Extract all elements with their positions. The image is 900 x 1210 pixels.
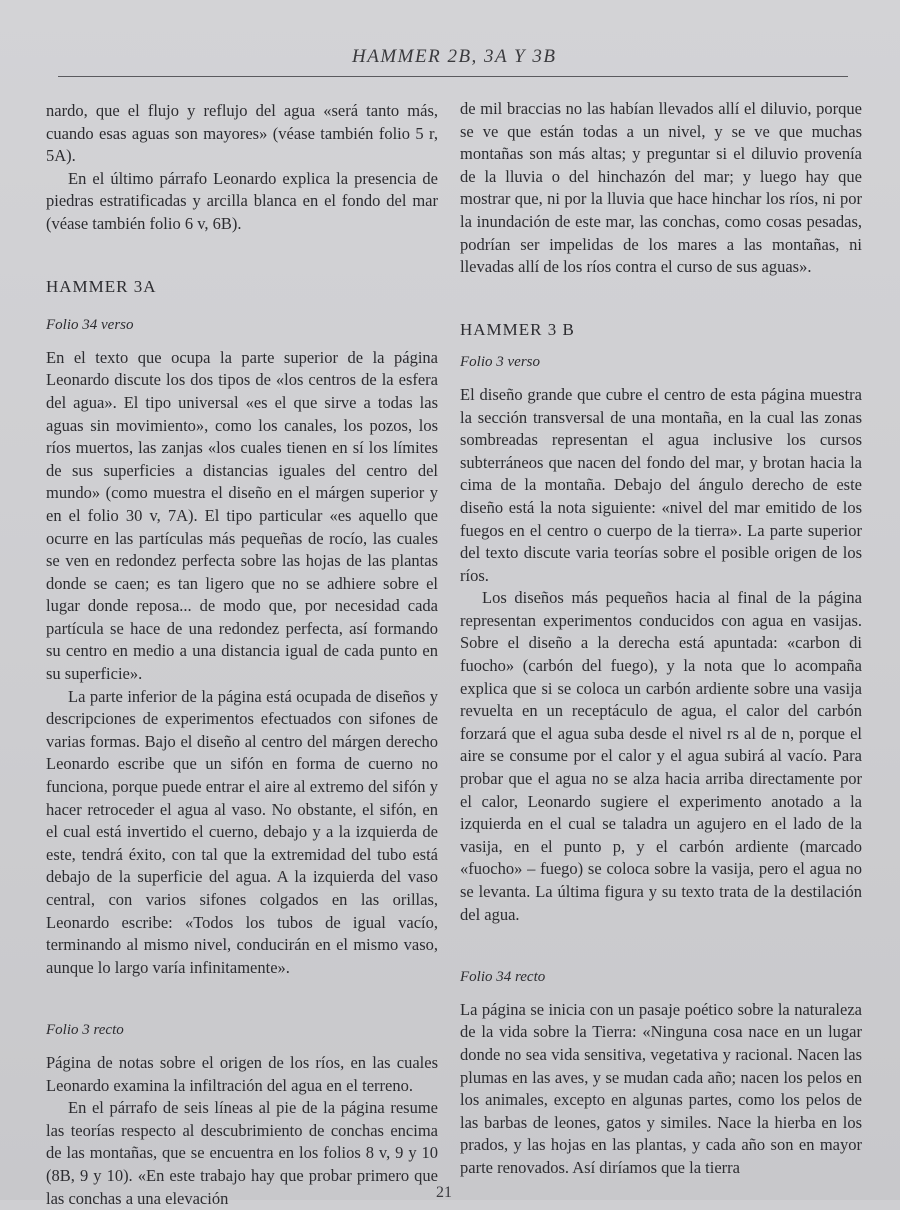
section-title-hammer-3b: HAMMER 3 B <box>460 319 575 339</box>
header-rule <box>58 76 848 77</box>
left-intro-paragraph-1: nardo, que el flujo y reflujo del agua «será tanto más, cuando esas aguas son mayores» (véase también folio 5 r, 5A). <box>46 101 438 166</box>
folio-3-recto-paragraph-2: En el párrafo de seis líneas al pie de la página resume las teorías respecto al descubrimiento de conchas encima de las montañas, que se encuentra en los folios 8 v, 9 y 10 (8B, 9 y 10). «En este trabajo hay que probar primero que las conchas a una elevación <box>46 1098 438 1208</box>
folio-3-verso-paragraph-2: Los diseños más pequeños hacia al final de la página representan experimentos conducidos con agua en vasijas. Sobre el diseño a la derecha está apuntada: «carbon di fuocho» (carbón del fuego), y la nota que lo acompaña explica que si se coloca un carbón ardiente sobre una vasija revuelta en un receptáculo de agua, el calor del carbón forzará que el agua suba desde el nivel rs al de n, porque el aire se consume por el calor y el agua subirá al vacío. Para probar que el agua no se alza hacia arriba directamente por el calor, Leonardo sugiere el experimento anotado a la izquierda en el cual se taladra un agujero en el lado de la vasija, en el punto p, y el carbón ardiente (marcado «fuocho» – fuego) se coloca sobre la vasija, pero el agua no se levanta. La última figura y su texto trata de la destilación del agua. <box>460 588 862 924</box>
running-head: HAMMER 2B, 3A Y 3B <box>352 46 557 67</box>
folio-34-verso-heading: Folio 34 verso <box>46 317 134 334</box>
folio-3-recto-heading: Folio 3 recto <box>46 1022 124 1039</box>
page-number: 21 <box>436 1184 452 1201</box>
folio-34-verso-paragraph-1: En el texto que ocupa la parte superior de la página Leonardo discute los dos tipos de «los centros de la esfera del agua». El tipo universal «es el que sirve a todas las aguas sin movimiento», como los canales, los pozos, los ríos muertos, las zanjas «los cuales tienen en sí los límites de sus superficies a distancias iguales del centro del mundo» (como muestra el diseño en el márgen superior y en el folio 30 v, 7A). El tipo particular «es aquello que ocurre en las partículas más pequeñas de rocío, las cuales se ven en redondez perfecta sobre las hojas de las plantas donde se caen; es tan ligero que no se adhiere sobre el lugar donde reposa... de modo que, por necesidad cada partícula se hace de una redondez perfecta, así formando su centro en medio a una distancia igual de cada punto en su superficie». <box>46 347 438 684</box>
folio-3-verso-heading: Folio 3 verso <box>460 354 540 371</box>
folio-3-verso-paragraph-1: El diseño grande que cubre el centro de esta página muestra la sección transversal de una montaña, en la cual las zonas sombreadas representan el agua inclusive los cursos subterráneos que nacen del fondo del mar, y brotan hacia la cima de la montaña. Debajo del ángulo derecho de este diseño está la nota siguiente: «nivel del mar emitido de los fuegos en el centro o cuerpo de la tierra». La parte superior del texto discute varia teorías sobre el posible origen de los ríos. <box>460 384 862 585</box>
left-intro-paragraph-2: En el último párrafo Leonardo explica la presencia de piedras estratificadas y arcilla blanca en el fondo del mar (véase también folio 6 v, 6B). <box>46 168 438 233</box>
folio-34-recto-heading: Folio 34 recto <box>460 969 546 986</box>
folio-3-recto-paragraph-1: Página de notas sobre el origen de los ríos, en las cuales Leonardo examina la infiltración del agua en el terreno. <box>46 1052 438 1095</box>
left-column <box>46 100 438 1210</box>
folio-34-verso-paragraph-2: La parte inferior de la página está ocupada de diseños y descripciones de experimentos efectuados con sifones de varias formas. Bajo el diseño al centro del márgen derecho Leonardo escribe que un sifón en forma de cuerno no funciona, porque puede entrar el aire al extremo del sifón y hacer retroceder el agua al vaso. No obstante, el sifón, en el cual está invertido el cuerno, debajo y a la izquierda de este, tendrá éxito, con tal que la extremidad del tubo está debajo de la superficie del agua. A la izquierda del vaso central, con varios sifones colgados en las orillas, Leonardo escribe: «Todos los tubos de igual vacío, terminando al mismo nivel, conducirán en el mismo vaso, aunque lo largo varía infinitamente». <box>46 686 438 977</box>
section-title-hammer-3a: HAMMER 3A <box>46 276 157 296</box>
right-column <box>460 98 862 1180</box>
folio-34-recto-paragraph-1: La página se inicia con un pasaje poético sobre la naturaleza de la vida sobre la Tierra: «Ninguna cosa nace en un lugar donde no sea vida sensitiva, vegetativa y racional. Nacen las plumas en las aves, y se mudan cada año; nacen los pelos en los animales, excepto en algunas partes, como los pelos de las barbas de leones, gatos y similes. Nace la hierba en los prados, y las hojas en las plantas, y cada año son en mayor parte renovados. Así diríamos que la tierra <box>460 999 862 1177</box>
right-continuation-paragraph: de mil braccias no las habían llevados allí el diluvio, porque se ve que están todas a un nivel, y se ve que muchas montañas son más altas; y preguntar si el diluvio provenía de la lluvia o del hinchazón del mar; y luego hay que mostrar que, ni por la lluvia que hace hinchar los ríos, ni por la inundación de este mar, las conchas, como cosas pesadas, podrían ser impelidas de los mares a las montañas, ni llevadas allí de los ríos contra el curso de sus aguas». <box>460 99 862 277</box>
